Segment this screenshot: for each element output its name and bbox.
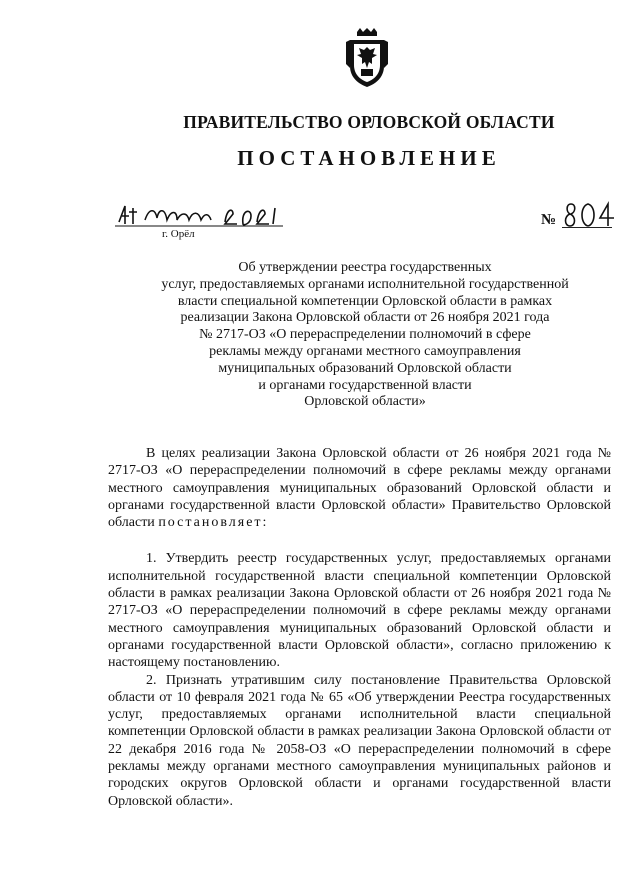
- title-line: рекламы между органами местного самоуправления: [209, 343, 521, 359]
- handwritten-date: [115, 198, 285, 230]
- document-type: ПОСТАНОВЛЕНИЕ: [237, 146, 501, 170]
- title-line: № 2717-ОЗ «О перераспределении полномочий в сфере: [199, 327, 531, 343]
- city-label: г. Орёл: [162, 228, 195, 240]
- title-line: власти специальной компетенции Орловской области в рамках: [177, 293, 553, 309]
- item-2-paragraph: 2. Признать утратившим силу постановление Правительства Орловской области от 10 февраля 2021 года № 65 «Об утверждении Реестра государственных услуг, предоставляемых органами исполнительной власти специальной компетенции Орловской области в рамках реализации Закона Орловской области от 22 декабря 2016 года № 2058-ОЗ «О перераспределении полномочий в сфере рекламы между органами местного самоуправления муниципальных районов и городских округов Орловской области и органами государственной власти Орловской области».: [108, 672, 611, 809]
- title-line: реализации Закона Орловской области от 26 ноября 2021 года: [180, 310, 550, 326]
- preamble-action: постановляет:: [158, 515, 269, 531]
- document-body: [108, 445, 611, 810]
- organization-name: ПРАВИТЕЛЬСТВО ОРЛОВСКОЙ ОБЛАСТИ: [183, 112, 555, 132]
- item-1-paragraph: 1. Утвердить реестр государственных услуг, предоставляемых органами исполнительной государственной власти специальной компетенции Орловской области в рамках реализации Закона Орловской области от 26 ноября 2021 года № 2717-ОЗ «О перераспределении полномочий в сфере рекламы между органами местного самоуправления муниципальных образований Орловской области и органами государственной власти Орловской области», согласно приложению к настоящему постановлению.: [108, 551, 611, 671]
- title-line: Об утверждении реестра государственных: [238, 260, 492, 275]
- title-line: и органами государственной власти: [258, 377, 472, 393]
- handwritten-number: [562, 200, 618, 230]
- number-label: №: [541, 212, 557, 228]
- title-line: Орловской области»: [304, 394, 426, 410]
- coat-of-arms-icon: [344, 28, 390, 88]
- title-line: муниципальных образований Орловской области: [218, 360, 512, 376]
- title-line: услуг, предоставляемых органами исполнительной государственной: [161, 276, 569, 292]
- preamble-paragraph: [108, 445, 611, 531]
- document-title: [110, 260, 620, 411]
- preamble-text: В целях реализации Закона Орловской области от 26 ноября 2021 года № 2717-ОЗ «О перераспределении полномочий в сфере рекламы между органами местного самоуправления муниципальных образований Орловской области и органами государственной власти Орловской области» Правительство Орловской области: [108, 446, 611, 531]
